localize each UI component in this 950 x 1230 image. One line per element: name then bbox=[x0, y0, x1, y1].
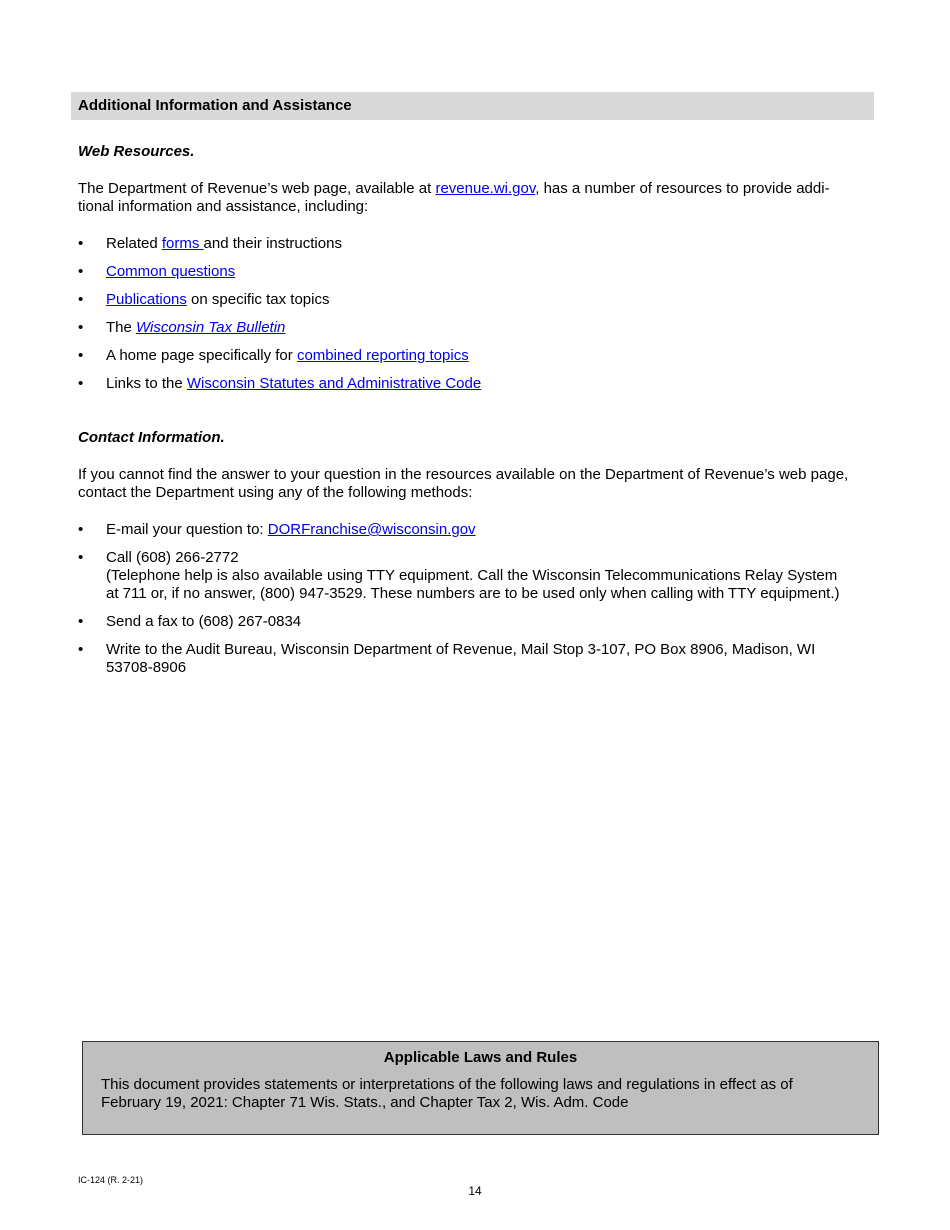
tty-line2: at 711 or, if no answer, (800) 947-3529. These numbers are to be used only when calling with TTY equipment.) bbox=[106, 585, 840, 602]
combined-reporting-link[interactable]: combined reporting topics bbox=[296, 347, 469, 364]
section-header bbox=[71, 92, 874, 120]
bullet-dot: • bbox=[78, 613, 84, 630]
web-resources-heading: Web Resources. bbox=[78, 143, 195, 160]
bullet-dot: • bbox=[78, 263, 84, 280]
contact-heading: Contact Information. bbox=[78, 429, 225, 446]
tax-bulletin-link[interactable]: Wisconsin Tax Bulletin bbox=[136, 319, 286, 336]
revenue-website-link[interactable]: revenue.wi.gov bbox=[435, 180, 536, 197]
list-item-text: Related bbox=[106, 235, 162, 252]
web-intro-text-pre: The Department of Revenue’s web page, available at bbox=[78, 180, 436, 197]
web-intro-text-post: , has a number of resources to provide addi- bbox=[535, 180, 830, 197]
list-item-text: on specific tax topics bbox=[186, 291, 330, 308]
bullet-dot: • bbox=[78, 521, 84, 538]
forms-link[interactable]: forms bbox=[161, 235, 204, 252]
bullet-dot: • bbox=[78, 549, 84, 566]
write-line1: Write to the Audit Bureau, Wisconsin Department of Revenue, Mail Stop 3-107, PO Box 8906, Madison, WI bbox=[106, 641, 816, 658]
bullet-dot: • bbox=[78, 235, 84, 252]
page-number: 14 bbox=[468, 1184, 482, 1198]
email-label: E-mail your question to: bbox=[106, 521, 268, 538]
bullet-dot: • bbox=[78, 347, 84, 364]
statutes-link[interactable]: Wisconsin Statutes and Administrative Code bbox=[186, 375, 482, 392]
contact-intro-line1: If you cannot find the answer to your question in the resources available on the Department of Revenue’s web page, bbox=[78, 466, 849, 483]
list-item-text: Links to the bbox=[106, 375, 187, 392]
list-item-text: The bbox=[106, 319, 137, 336]
bullet-dot: • bbox=[78, 375, 84, 392]
fax-line: Send a fax to (608) 267-0834 bbox=[106, 613, 302, 630]
list-item-text: and their instructions bbox=[203, 235, 342, 252]
laws-text-line1: This document provides statements or interpretations of the following laws and regulations in effect as of bbox=[101, 1076, 793, 1093]
applicable-laws-box bbox=[82, 1041, 879, 1135]
common-questions-link[interactable]: Common questions bbox=[106, 263, 236, 280]
web-intro bbox=[78, 180, 872, 216]
section-title: Additional Information and Assistance bbox=[78, 97, 352, 114]
laws-text bbox=[101, 1076, 861, 1112]
contact-intro bbox=[78, 466, 872, 502]
laws-text-line2: February 19, 2021: Chapter 71 Wis. Stats., and Chapter Tax 2, Wis. Adm. Code bbox=[101, 1094, 629, 1111]
laws-title: Applicable Laws and Rules bbox=[383, 1049, 578, 1066]
publications-link[interactable]: Publications bbox=[106, 291, 187, 308]
bullet-dot: • bbox=[78, 319, 84, 336]
email-link[interactable]: DORFranchise@wisconsin.gov bbox=[267, 521, 476, 538]
call-line: Call (608) 266-2772 bbox=[106, 549, 239, 566]
bullet-dot: • bbox=[78, 641, 84, 658]
web-intro-text-line2: tional information and assistance, including: bbox=[78, 198, 369, 215]
bullet-dot: • bbox=[78, 291, 84, 308]
form-identifier: IC-124 (R. 2-21) bbox=[78, 1175, 144, 1185]
contact-intro-line2: contact the Department using any of the following methods: bbox=[78, 484, 473, 501]
write-line2: 53708-8906 bbox=[106, 659, 187, 676]
tty-line1: (Telephone help is also available using TTY equipment. Call the Wisconsin Telecommunications Relay System bbox=[106, 567, 838, 584]
list-item-text: A home page specifically for bbox=[106, 347, 297, 364]
